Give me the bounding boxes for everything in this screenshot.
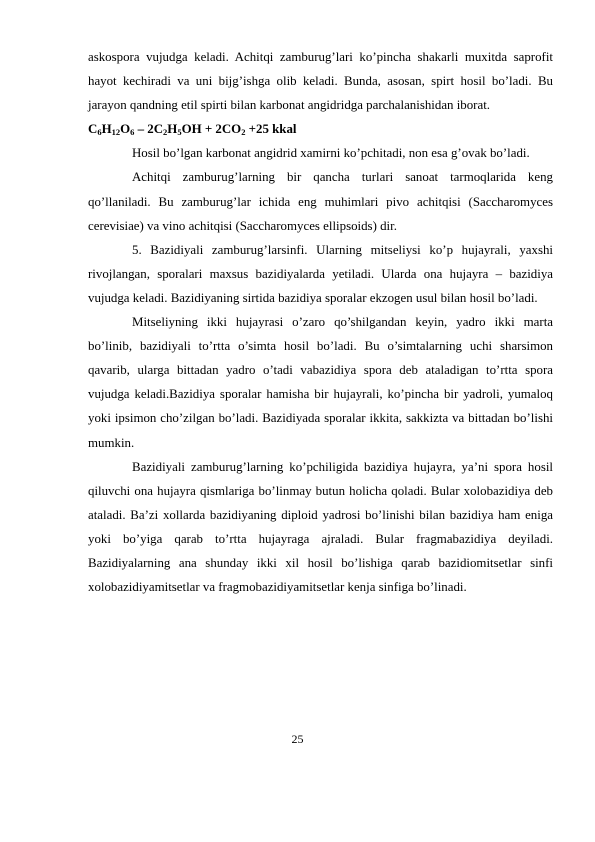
formula-part: H bbox=[167, 122, 178, 137]
formula-sub: 2 bbox=[163, 127, 168, 138]
formula-part: OH + 2CO bbox=[181, 122, 242, 137]
page-body bbox=[88, 45, 553, 599]
paragraph-2: Hosil bo’lgan karbonat angidrid xamirni ko’pchitadi, non esa g’ovak bo’ladi. bbox=[132, 146, 530, 161]
formula-sub: 6 bbox=[97, 127, 102, 138]
formula-part: +25 kkal bbox=[245, 122, 297, 137]
formula-sub: 12 bbox=[111, 127, 121, 138]
paragraph-5: Mitseliyning ikki hujayrasi o’zaro qo’shilgandan keyin, yadro ikki marta bo’linib, bazidiyali to’rtta o’simta hosil bo’ladi. Bu o’simtalarning uchi sharsimon qavarib, ularga bittadan yadro o’tadi vabazidiya spora deb ataladigan to’rtta spora vujudga keladi.Bazidiya sporalar hamisha bir hujayrali, ko’pincha bir yadroli, yumaloq yoki ipsimon cho’zilgan bo’ladi. Bazidiyada sporalar ikkita, sakkizta va bittadan bo’lishi mumkin. bbox=[88, 315, 553, 450]
paragraph-6: Bazidiyali zamburug’larning ko’pchiligida bazidiya hujayra, ya’ni spora hosil qiluvchi ona hujayra qismlariga bo’linmay butun holicha qoladi. Bular xolobazidiya deb ataladi. Ba’zi xollarda bazidiyaning diploid yadrosi bo’linishi bilan bazidiya ham eniga yoki bo’yiga qarab to’rtta hujayraga ajraladi. Bular fragmabazidiya deyiladi. Bazidiyalarning ana shunday ikki xil hosil bo’lishiga qarab bazidiomitsetlar sinfi xolobazidiyamitsetlar va fragmobazidiyamitsetlar kenja sinfiga bo’linadi. bbox=[88, 459, 553, 595]
formula-sub: 2 bbox=[241, 127, 246, 138]
formula-sub: 5 bbox=[177, 127, 182, 138]
paragraph-3: Achitqi zamburug’larning bir qancha turlari sanoat tarmoqlarida keng qo’llaniladi. Bu zamburug’lar ichida eng muhimlari pivo achitqisi (Saccharomyces cerevisiae) va vino achitqisi (Saccharomyces ellipsoids) dir. bbox=[88, 170, 553, 233]
formula-part: – 2C bbox=[134, 122, 164, 137]
chemical-formula bbox=[88, 117, 553, 141]
formula-part: H bbox=[101, 122, 112, 137]
page-number: 25 bbox=[291, 732, 304, 746]
formula-part: C bbox=[88, 122, 98, 137]
paragraph-1: askospora vujudga keladi. Achitqi zamburug’lari ko’pincha shakarli muxitda saprofit hayot kechiradi va uni bijg’ishga olib keladi. Bunda, asosan, spirt hosil bo’ladi. Bu jarayon qandning etil spirti bilan karbonat angidridga parchalanishidan iborat. bbox=[88, 50, 553, 113]
formula-sub: 6 bbox=[130, 127, 135, 138]
paragraph-4: 5. Bazidiyali zamburug’larsinfi. Ularning mitseliysi ko’p hujayrali, yaxshi rivojlangan, sporalari maxsus bazidiyalarda yetiladi. Ularda ona hujayra – bazidiya vujudga keladi. Bazidiyaning sirtida bazidiya sporalar ekzogen usul bilan hosil bo’ladi. bbox=[88, 242, 553, 305]
formula-part: O bbox=[120, 122, 131, 137]
